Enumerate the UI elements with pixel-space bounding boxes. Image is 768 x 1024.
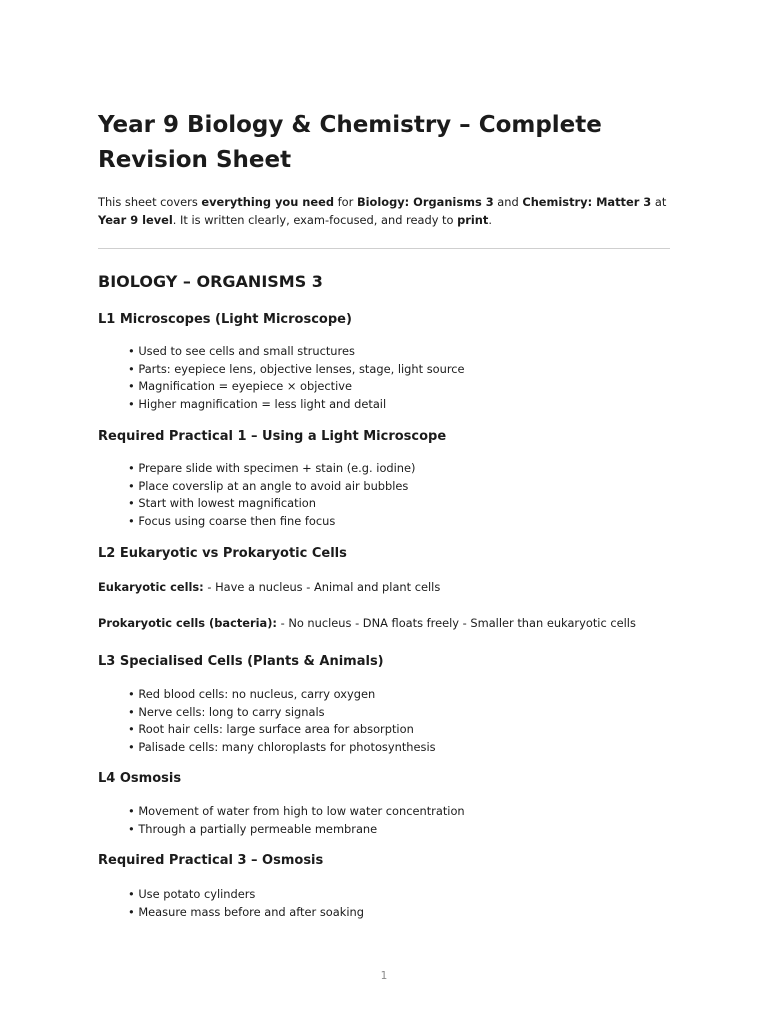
intro-text: This sheet covers xyxy=(98,195,202,209)
prokaryotic-text: - No nucleus - DNA floats freely - Smaller than eukaryotic cells xyxy=(276,616,636,630)
l4-list xyxy=(128,803,465,838)
intro-text: . xyxy=(488,213,492,227)
page-number: 1 xyxy=(380,970,388,982)
list-item: • Root hair cells: large surface area for absorption xyxy=(128,721,436,739)
list-item: • Higher magnification = less light and detail xyxy=(128,396,465,414)
list-item: • Use potato cylinders xyxy=(128,886,364,904)
list-item: • Focus using coarse then fine focus xyxy=(128,513,415,531)
eukaryotic-paragraph xyxy=(98,579,440,596)
l2-heading: L2 Eukaryotic vs Prokaryotic Cells xyxy=(98,546,347,561)
list-item: • Nerve cells: long to carry signals xyxy=(128,704,436,722)
rp3-list xyxy=(128,886,364,921)
eukaryotic-text: - Have a nucleus - Animal and plant cells xyxy=(203,580,441,594)
intro-paragraph xyxy=(98,193,678,229)
list-item: • Place coverslip at an angle to avoid air bubbles xyxy=(128,478,415,496)
l3-heading: L3 Specialised Cells (Plants & Animals) xyxy=(98,654,384,669)
intro-text: and xyxy=(493,195,523,209)
prokaryotic-paragraph xyxy=(98,615,636,632)
list-item: • Movement of water from high to low water concentration xyxy=(128,803,465,821)
list-item: • Parts: eyepiece lens, objective lenses, stage, light source xyxy=(128,361,465,379)
intro-text: for xyxy=(334,195,357,209)
rp1-list xyxy=(128,460,415,530)
list-item: • Measure mass before and after soaking xyxy=(128,904,364,922)
intro-bold: everything you need xyxy=(201,195,335,209)
intro-bold: Biology: Organisms 3 xyxy=(356,195,494,209)
intro-bold: print xyxy=(457,213,489,227)
prokaryotic-label: Prokaryotic cells (bacteria): xyxy=(98,616,277,630)
eukaryotic-label: Eukaryotic cells: xyxy=(98,580,204,594)
intro-bold: Chemistry: Matter 3 xyxy=(522,195,652,209)
list-item: • Palisade cells: many chloroplasts for photosynthesis xyxy=(128,739,436,757)
list-item: • Magnification = eyepiece × objective xyxy=(128,378,465,396)
list-item: • Start with lowest magnification xyxy=(128,495,415,513)
intro-text: at xyxy=(651,195,667,209)
intro-bold: Year 9 level xyxy=(98,213,173,227)
list-item: • Through a partially permeable membrane xyxy=(128,821,465,839)
l1-heading: L1 Microscopes (Light Microscope) xyxy=(98,312,352,327)
list-item: • Used to see cells and small structures xyxy=(128,343,465,361)
rp1-heading: Required Practical 1 – Using a Light Microscope xyxy=(98,429,447,444)
section-divider xyxy=(98,248,670,249)
l1-list xyxy=(128,343,465,413)
list-item: • Red blood cells: no nucleus, carry oxygen xyxy=(128,686,436,704)
l3-list xyxy=(128,686,436,756)
rp3-heading: Required Practical 3 – Osmosis xyxy=(98,853,324,868)
intro-text: . It is written clearly, exam-focused, and ready to xyxy=(172,213,458,227)
list-item: • Prepare slide with specimen + stain (e.g. iodine) xyxy=(128,460,415,478)
page-title: Year 9 Biology & Chemistry – Complete Revision Sheet xyxy=(98,112,602,173)
l4-heading: L4 Osmosis xyxy=(98,771,182,786)
biology-section-heading: BIOLOGY – ORGANISMS 3 xyxy=(98,272,323,291)
